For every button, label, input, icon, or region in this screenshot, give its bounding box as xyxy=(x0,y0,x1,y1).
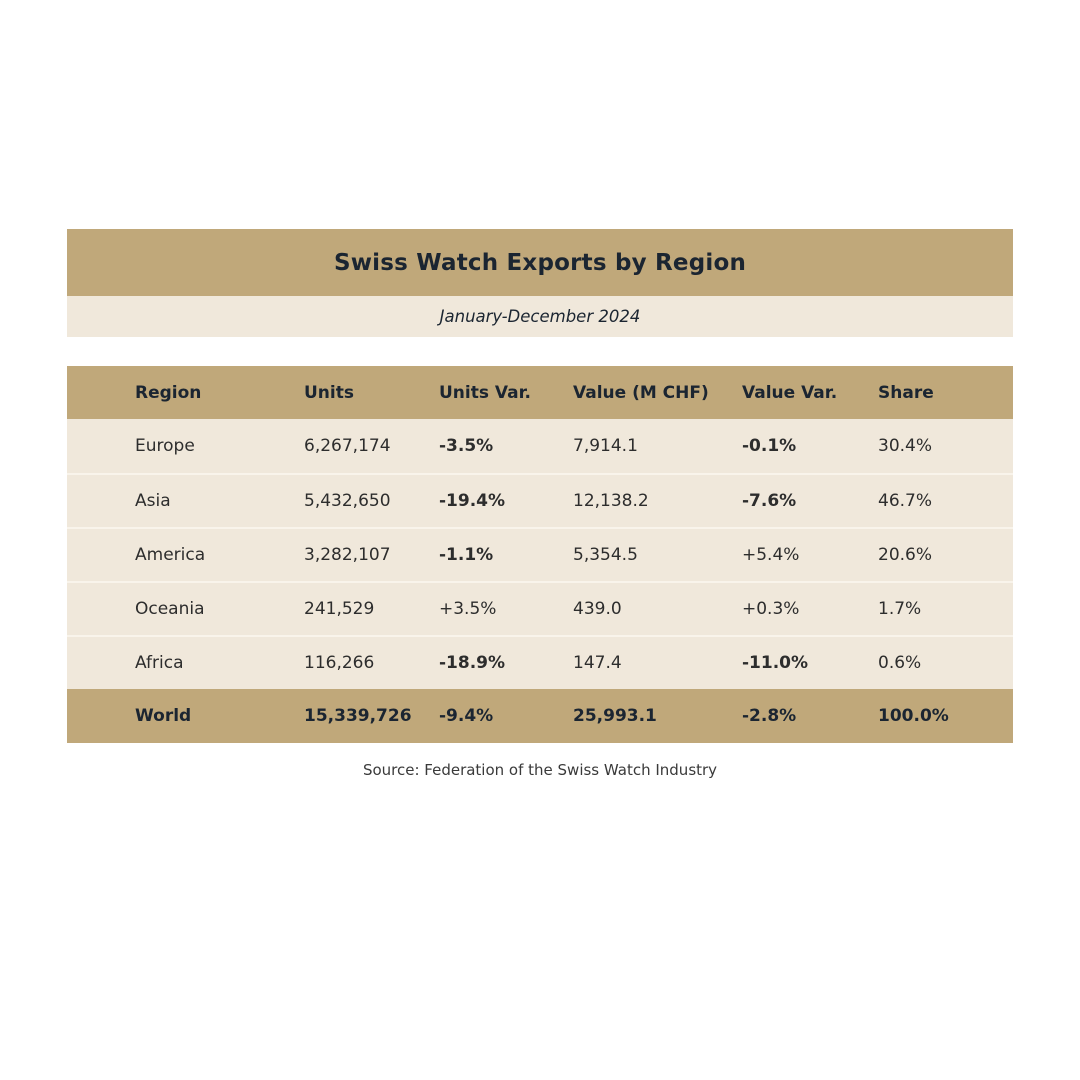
cell-value: 5,354.5 xyxy=(573,545,638,565)
cell-units: 3,282,107 xyxy=(304,545,391,565)
cell-region: Europe xyxy=(135,436,195,456)
cell-share: 20.6% xyxy=(878,545,933,565)
cell-share: 100.0% xyxy=(878,706,949,726)
column-header-share: Share xyxy=(878,382,934,403)
cell-share: 46.7% xyxy=(878,491,933,511)
table-row-africa xyxy=(67,635,1013,689)
cell-region: World xyxy=(135,706,192,726)
cell-units_var: -18.9% xyxy=(439,653,506,673)
table-row-oceania xyxy=(67,581,1013,635)
table-row-america xyxy=(67,527,1013,581)
cell-value_var: +5.4% xyxy=(742,545,800,565)
cell-value_var: -0.1% xyxy=(742,436,797,456)
exports-table xyxy=(67,366,1013,743)
cell-units: 5,432,650 xyxy=(304,491,391,511)
cell-value: 147.4 xyxy=(573,653,622,673)
table-row-europe xyxy=(67,419,1013,473)
cell-region: Asia xyxy=(135,491,171,511)
cell-value: 25,993.1 xyxy=(573,706,657,726)
subtitle-band xyxy=(67,296,1013,337)
cell-units: 6,267,174 xyxy=(304,436,391,456)
cell-units_var: -9.4% xyxy=(439,706,494,726)
column-header-units_var: Units Var. xyxy=(439,382,532,403)
cell-units: 116,266 xyxy=(304,653,375,673)
column-header-value: Value (M CHF) xyxy=(573,382,709,403)
table-body xyxy=(67,419,1013,743)
cell-units_var: -19.4% xyxy=(439,491,506,511)
table-header-row xyxy=(67,366,1013,419)
column-header-region: Region xyxy=(135,382,202,403)
cell-region: America xyxy=(135,545,206,565)
title-band xyxy=(67,229,1013,296)
cell-value_var: -7.6% xyxy=(742,491,797,511)
column-header-units: Units xyxy=(304,382,354,403)
cell-region: Oceania xyxy=(135,599,205,619)
cell-units_var: -3.5% xyxy=(439,436,494,456)
cell-value_var: -2.8% xyxy=(742,706,797,726)
banner xyxy=(67,229,1013,337)
column-header-value_var: Value Var. xyxy=(742,382,838,403)
cell-share: 0.6% xyxy=(878,653,922,673)
cell-value_var: +0.3% xyxy=(742,599,800,619)
cell-share: 30.4% xyxy=(878,436,933,456)
cell-units: 15,339,726 xyxy=(304,706,412,726)
cell-value: 12,138.2 xyxy=(573,491,649,511)
table-row-world-total xyxy=(67,689,1013,743)
cell-value: 7,914.1 xyxy=(573,436,638,456)
page-subtitle: January-December 2024 xyxy=(439,307,641,326)
cell-units: 241,529 xyxy=(304,599,375,619)
cell-value_var: -11.0% xyxy=(742,653,809,673)
page-title: Swiss Watch Exports by Region xyxy=(333,249,747,276)
source-caption: Source: Federation of the Swiss Watch Industry xyxy=(362,761,718,779)
cell-region: Africa xyxy=(135,653,184,673)
cell-value: 439.0 xyxy=(573,599,622,619)
cell-units_var: -1.1% xyxy=(439,545,494,565)
cell-units_var: +3.5% xyxy=(439,599,497,619)
cell-share: 1.7% xyxy=(878,599,922,619)
table-row-asia xyxy=(67,473,1013,527)
